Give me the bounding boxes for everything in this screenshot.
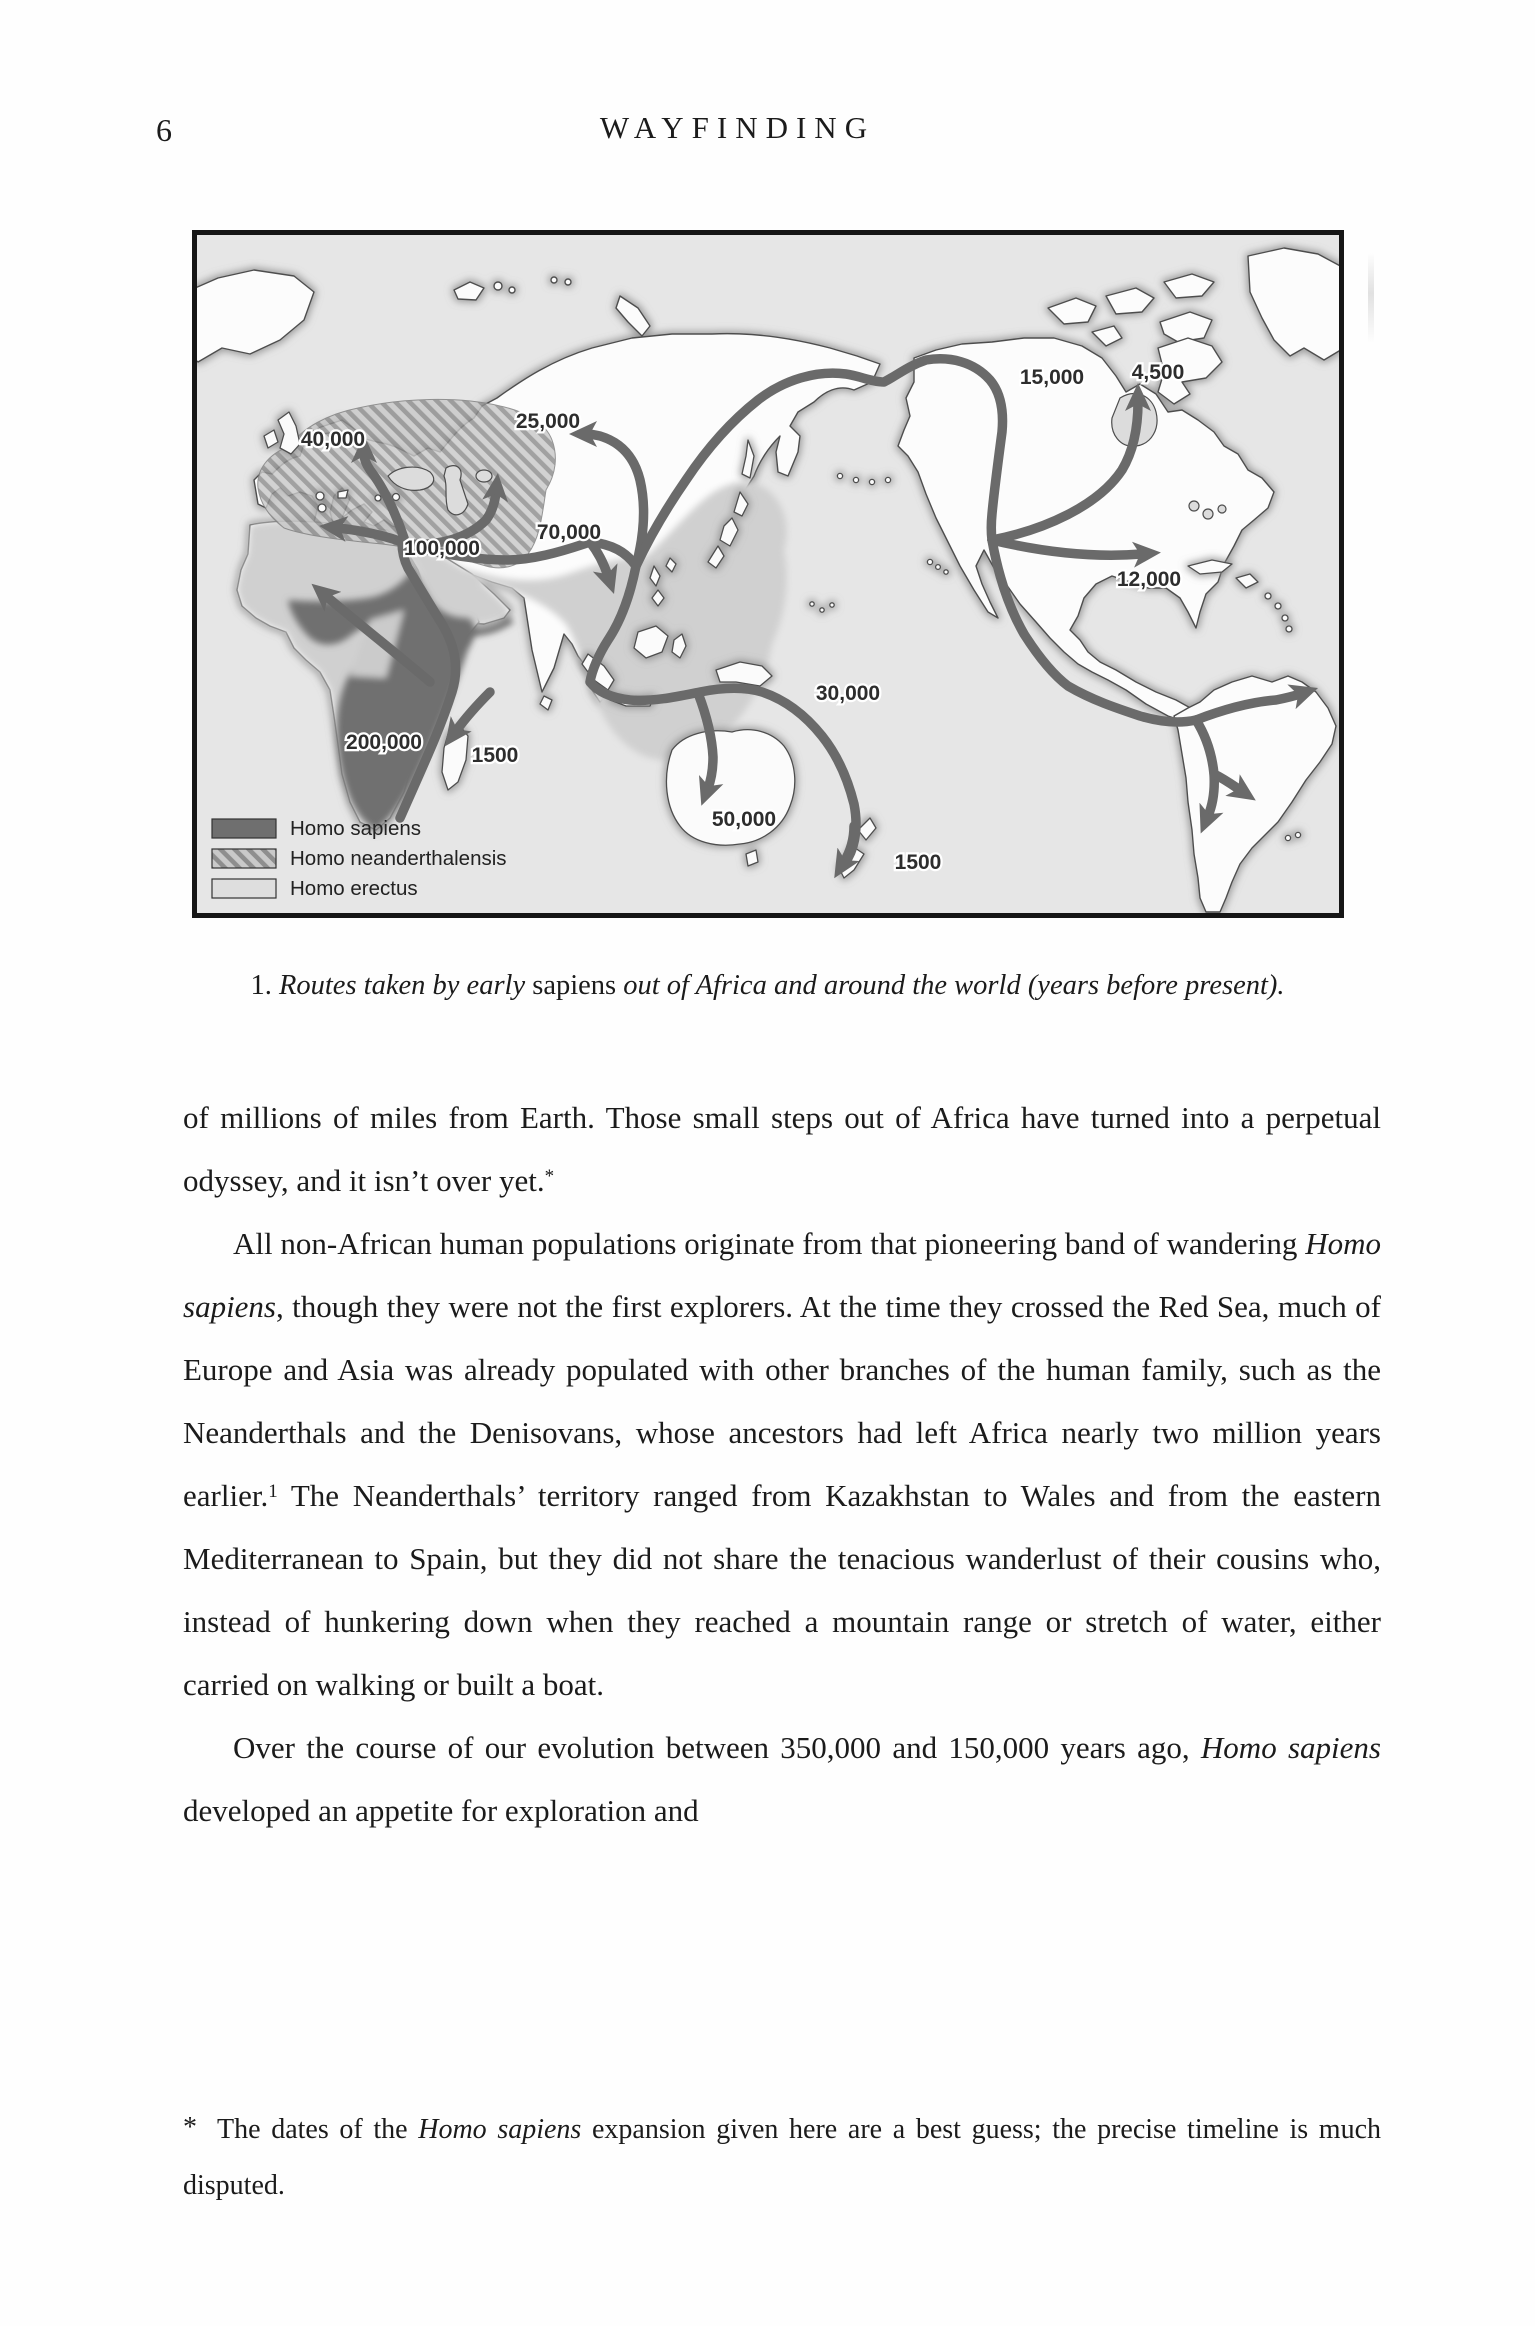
running-head: WAYFINDING [599,110,876,145]
map-label-australia: 50,000 [711,808,777,831]
page-number: 6 [156,112,173,148]
map-label-new-guinea: 30,000 [815,682,881,705]
map-label-alaska: 15,000 [1019,366,1085,389]
map-label-central-asia: 25,000 [515,410,581,433]
map-label-madagascar: 1500 [471,744,519,767]
map-label-arctic-canada: 4,500 [1131,361,1185,384]
map-label-levant: 100,000 [404,537,480,560]
footnote: * The dates of the Homo sapiens expansion given here are a best guess; the precise timeline is much disputed. [183,2100,1381,2214]
footnote-marker-ref: * [544,1166,555,1187]
map-label-southern-africa: 200,000 [346,731,422,754]
species-name: Homo sapiens [418,2114,582,2145]
caption-number: 1. [250,970,272,1001]
map-label-europe: 40,000 [300,428,366,451]
aral-sea [476,470,492,482]
migration-map [192,230,1344,918]
footnote-marker: * [183,2112,197,2143]
paragraph-2: All non-African human populations originate from that pioneering band of wandering Homo sapiens, though they were not the first explorers. At the time they crossed the Red Sea, much of Europe and Asia was already populated with other branches of the human family, such as the Neanderthals and the Denisovans, whose ancestors had left Africa nearly two million years earlier.$^1$ The Neanderthals’ territory ranged from Kazakhstan to Wales and from the eastern Mediterranean to Spain, but they did not share the tenacious wanderlust of their cousins who, instead of hunkering down when they reached a mountain range or stretch of water, either carried on walking or built a boat. [183,1226,1381,1702]
body-text [183,1086,1381,1842]
figure-caption [160,966,1375,1006]
legend-swatch-erectus [212,879,276,898]
sicily [338,490,348,498]
legend-swatch-neanderthalensis [212,849,276,868]
scan-artifact [1368,252,1374,344]
figure-map [192,230,1344,918]
legend-swatch-sapiens [212,819,276,838]
map-label-new-zealand: 1500 [894,851,942,874]
endnote-ref: 1 [268,1481,278,1502]
species-name: Homo sapiens [1200,1730,1381,1765]
caption-text-2: out of Africa and around the world (years before present). [616,970,1285,1001]
caption-text-1: Routes taken by early [278,970,533,1001]
legend-label-erectus: Homo erectus [290,877,418,900]
legend-label-neanderthalensis: Homo neanderthalensis [290,847,507,870]
species-name: Homo sapiens [183,1226,1381,1324]
paragraph-1: of millions of miles from Earth. Those small steps out of Africa have turned into a perpetual odyssey, and it isn’t over yet.* [183,1100,1381,1198]
legend-label-sapiens: Homo sapiens [290,817,422,840]
map-label-south-asia: 70,000 [536,521,602,544]
map-label-north-america: 12,000 [1116,568,1182,591]
caption-species: sapiens [532,970,617,1001]
paragraph-3: Over the course of our evolution between 350,000 and 150,000 years ago, Homo sapiens developed an appetite for exploration and [183,1730,1381,1828]
